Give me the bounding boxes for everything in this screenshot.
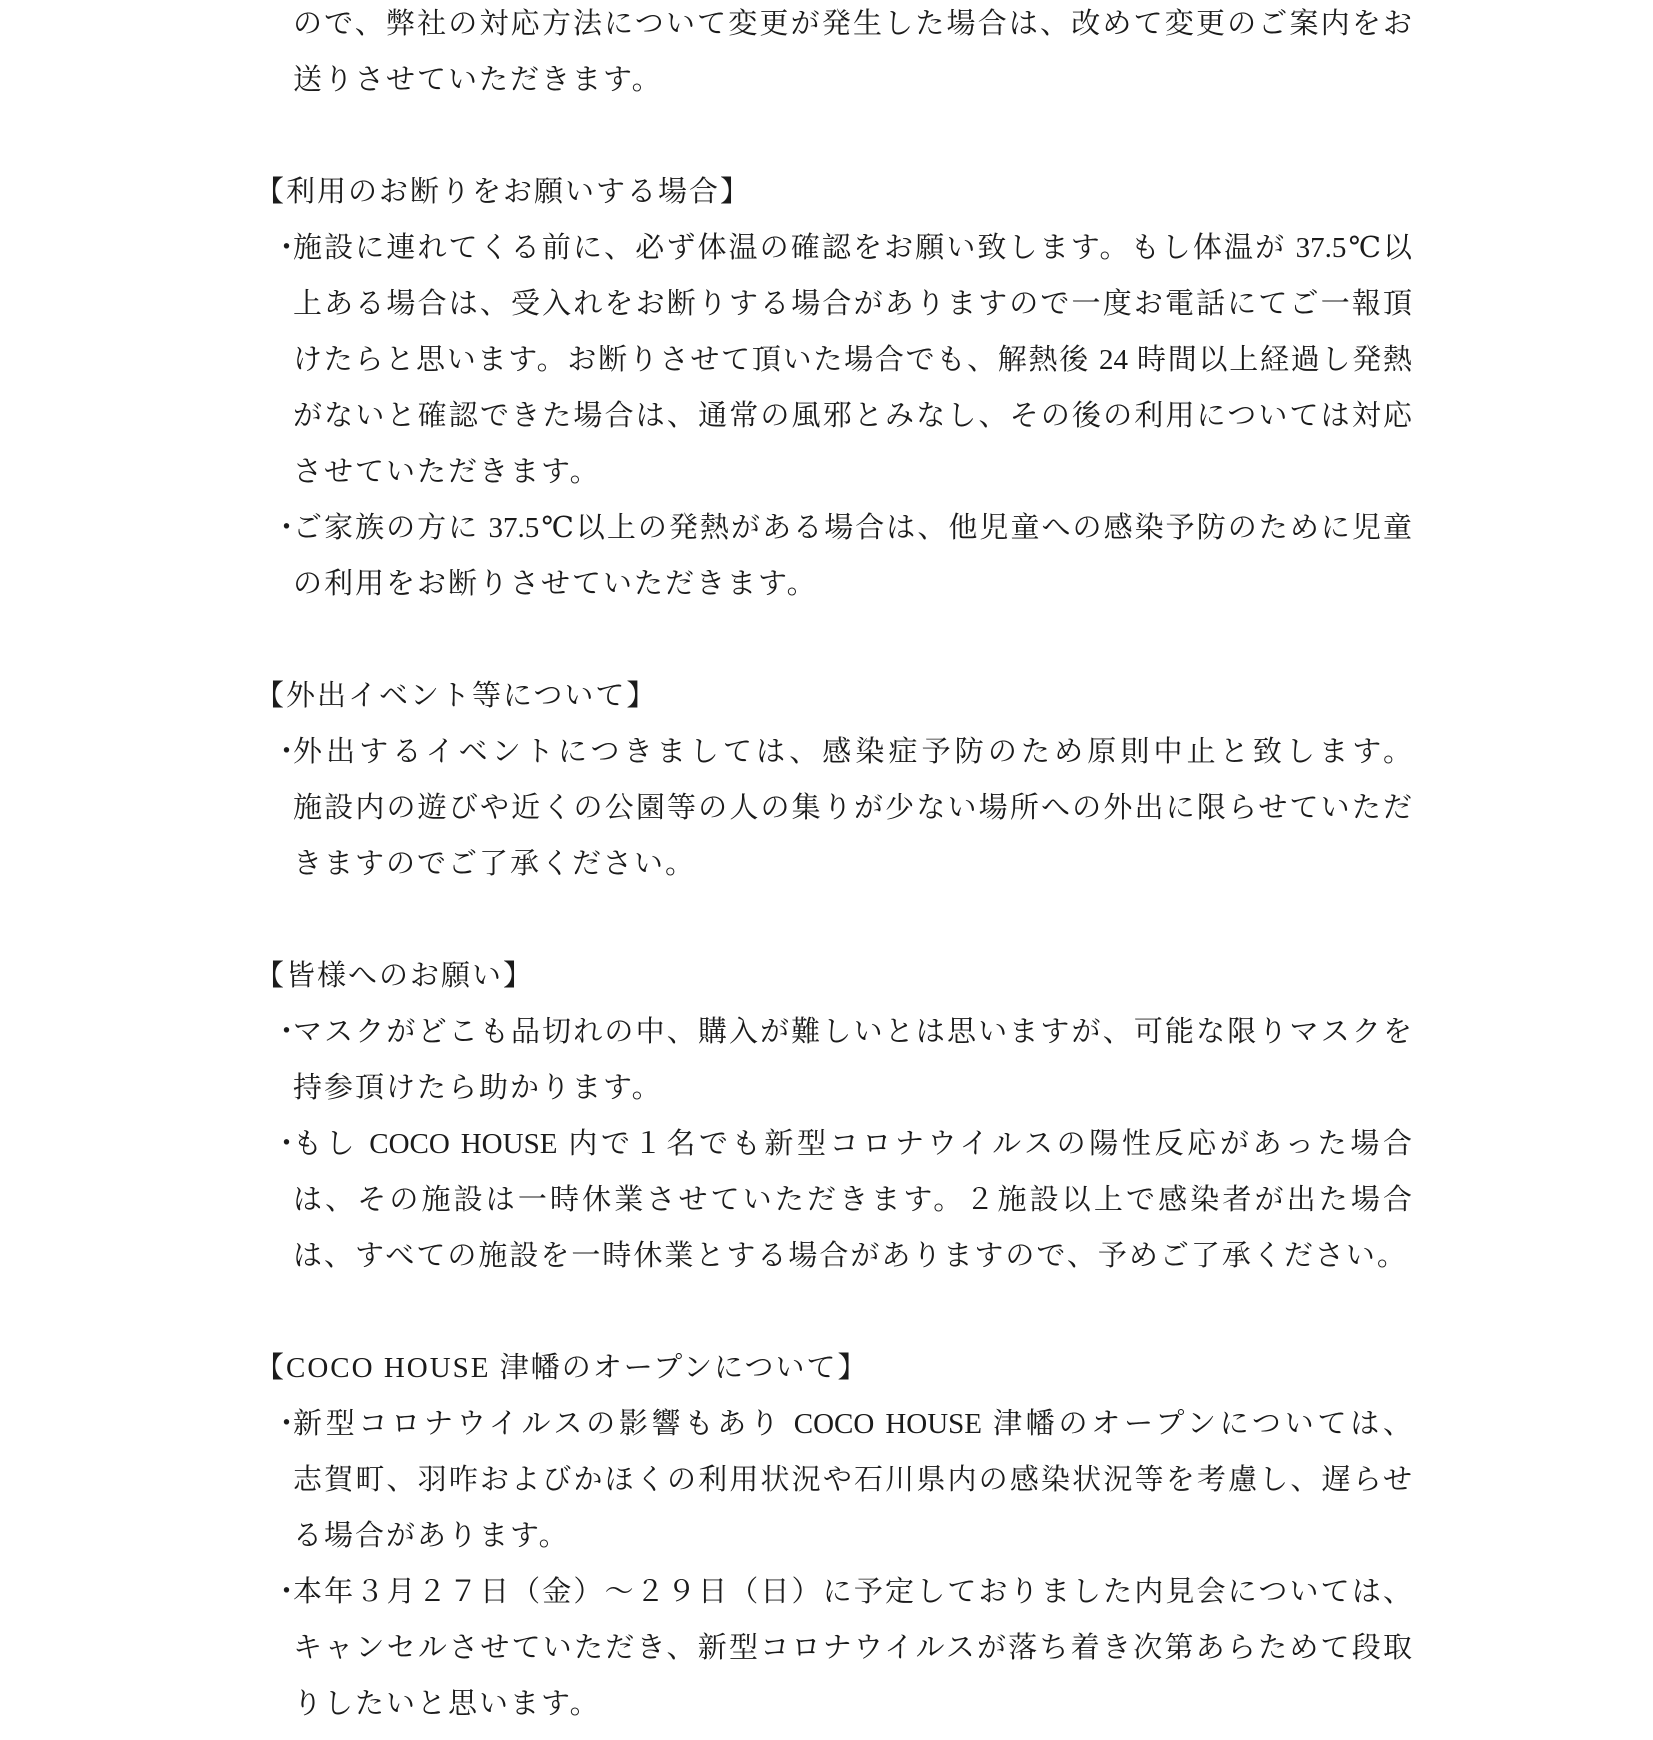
text-line: る場合があります。 <box>293 1520 570 1552</box>
section-heading: 【利用のお断りをお願いする場合】 <box>255 176 752 208</box>
text-line: 送りさせていただきます。 <box>293 64 663 96</box>
bullet-marker-icon: ・ <box>272 1576 302 1608</box>
bullet-item <box>272 724 1412 892</box>
text-line: がないと確認できた場合は、通常の風邪とみなし、その後の利用については対応 <box>293 400 1412 432</box>
bullet-item <box>272 220 1412 500</box>
text-line: キャンセルさせていただき、新型コロナウイルスが落ち着き次第あらためて段取 <box>293 1632 1412 1664</box>
section-heading: 【外出イベント等について】 <box>255 680 658 712</box>
text-line: 新型コロナウイルスの影響もあり COCO HOUSE 津幡のオープンについては、 <box>293 1408 1412 1440</box>
text-line: もし COCO HOUSE 内で１名でも新型コロナウイルスの陽性反応があった場合 <box>293 1128 1412 1160</box>
text-line: は、その施設は一時休業させていただきます。２施設以上で感染者が出た場合 <box>293 1184 1412 1216</box>
text-line: 本年３月２７日（金）～２９日（日）に予定しておりました内見会については、 <box>293 1576 1412 1608</box>
text-line: 外出するイベントにつきましては、感染症予防のため原則中止と致します。 <box>293 736 1412 768</box>
text-line: けたらと思います。お断りさせて頂いた場合でも、解熱後 24 時間以上経過し発熱 <box>293 344 1412 376</box>
section-body <box>272 220 1412 612</box>
text-line: ご家族の方に 37.5℃以上の発熱がある場合は、他児童への感染予防のために児童 <box>293 512 1412 544</box>
bullet-marker-icon: ・ <box>272 1408 302 1440</box>
bullet-marker-icon: ・ <box>272 512 302 544</box>
text-line: 持参頂けたら助かります。 <box>293 1072 663 1104</box>
text-line: りしたいと思います。 <box>293 1688 601 1720</box>
text-line: させていただきます。 <box>293 456 601 488</box>
text-line: 上ある場合は、受入れをお断りする場合がありますので一度お電話にてご一報頂 <box>293 288 1412 320</box>
bullet-item <box>272 1564 1412 1732</box>
text-line: 志賀町、羽咋およびかほくの利用状況や石川県内の感染状況等を考慮し、遅らせ <box>293 1464 1412 1496</box>
bullet-item <box>272 1396 1412 1564</box>
intro-paragraph <box>293 0 1412 108</box>
section-body <box>272 724 1412 892</box>
bullet-item <box>272 500 1412 612</box>
text-line: 施設に連れてくる前に、必ず体温の確認をお願い致します。もし体温が 37.5℃以 <box>293 232 1412 264</box>
section-body <box>272 1396 1412 1732</box>
bullet-marker-icon: ・ <box>272 736 302 768</box>
section-request-to-everyone <box>255 948 1412 1284</box>
section-refusal-policy <box>255 164 1412 612</box>
bullet-item <box>272 1004 1412 1116</box>
section-tsubata-opening <box>255 1340 1412 1732</box>
document-body <box>255 0 1412 1732</box>
text-line: マスクがどこも品切れの中、購入が難しいとは思いますが、可能な限りマスクを <box>293 1016 1412 1048</box>
section-heading: 【皆様へのお願い】 <box>255 960 535 992</box>
text-line: の利用をお断りさせていただきます。 <box>293 568 818 600</box>
bullet-marker-icon: ・ <box>272 1016 302 1048</box>
text-line: 施設内の遊びや近くの公園等の人の集りが少ない場所への外出に限らせていただ <box>293 792 1412 824</box>
bullet-item <box>272 1116 1412 1284</box>
section-heading: 【COCO HOUSE 津幡のオープンについて】 <box>255 1352 869 1384</box>
bullet-marker-icon: ・ <box>272 232 302 264</box>
bullet-marker-icon: ・ <box>272 1128 302 1160</box>
text-line: は、すべての施設を一時休業とする場合がありますので、予めご了承ください。 <box>293 1240 1408 1272</box>
section-body <box>272 1004 1412 1284</box>
section-outing-events <box>255 668 1412 892</box>
text-line: ので、弊社の対応方法について変更が発生した場合は、改めて変更のご案内をお <box>293 8 1412 40</box>
text-line: きますのでご了承ください。 <box>293 848 697 880</box>
